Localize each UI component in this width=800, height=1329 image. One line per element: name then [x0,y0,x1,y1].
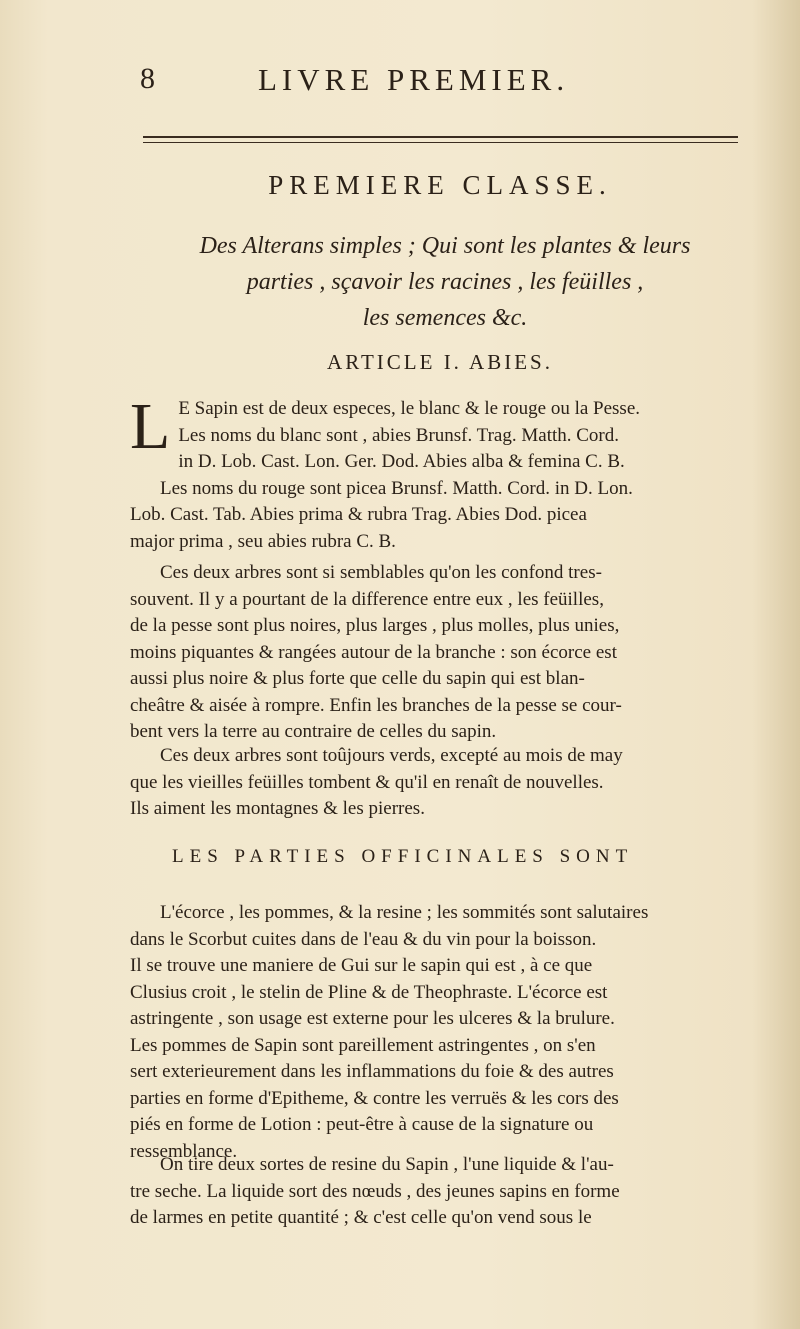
paragraph-difference [130,560,765,746]
text-line: Clusius croit , le stelin de Pline & de Theophraste. L'écorce est [130,981,608,1003]
text-line: On tire deux sortes de resine du Sapin , l'une liquide & l'au- [160,1154,614,1175]
article-heading: ARTICLE I. ABIES. [327,350,553,374]
text-line: Ils aiment les montagnes & les pierres. [130,798,425,819]
text-line: parties en forme d'Epitheme, & contre les verruës & les cors des [130,1087,619,1109]
subtitle-line: Des Alterans simples ; Qui sont les plantes & leurs [199,233,691,259]
text-line: de larmes en petite quantité ; & c'est celle qu'on vend sous le [130,1207,592,1228]
text-line: Les noms du blanc sont , abies Brunsf. Trag. Matth. Cord. [178,424,620,446]
text-line: E Sapin est de deux especes, le blanc & le rouge ou la Pesse. [178,398,640,419]
text-line: Lob. Cast. Tab. Abies prima & rubra Trag. Abies Dod. picea [130,504,587,525]
text-line: ressemblance. [130,1140,238,1162]
text-line: major prima , seu abies rubra C. B. [130,530,396,552]
text-line: Les pommes de Sapin sont pareillement astringentes , on s'en [130,1034,596,1056]
text-line: cheâtre & aisée à rompre. Enfin les branches de la pesse se cour- [130,694,622,716]
page-number: 8 [140,62,155,95]
class-title: PREMIERE CLASSE. [268,170,612,200]
text-line: souvent. Il y a pourtant de la difference entre eux , les feüilles, [130,588,604,610]
class-subtitle [125,228,765,336]
paragraph-names [130,390,765,555]
paragraph-officinal [130,900,765,1165]
text-line: sert exterieurement dans les inflammations du foie & des autres [130,1061,614,1082]
text-line: bent vers la terre au contraire de celles du sapin. [130,721,497,742]
text-line: dans le Scorbut cuites dans de l'eau & du vin pour la boisson. [130,928,597,950]
text-line: Ces deux arbres sont si semblables qu'on les confond tres- [160,562,602,583]
text-line: moins piquantes & rangées autour de la branche : son écorce est [130,641,617,663]
running-head: LIVRE PREMIER. [258,62,570,97]
paragraph-resin [130,1152,765,1232]
text-line: aussi plus noire & plus forte que celle du sapin qui est blan- [130,668,585,689]
text-line: piés en forme de Lotion : peut-être à cause de la signature ou [130,1114,594,1135]
section-heading: LES PARTIES OFFICINALES SONT [172,846,634,867]
text-line: que les vieilles feüilles tombent & qu'il en renaît de nouvelles. [130,771,604,793]
drop-cap: L [130,390,171,463]
subtitle-line: les semences &c. [362,305,528,331]
text-line: tre seche. La liquide sort des nœuds , des jeunes sapins en forme [130,1180,620,1202]
text-line: in D. Lob. Cast. Lon. Ger. Dod. Abies alba & femina C. B. [178,451,625,472]
text-line: Il se trouve une maniere de Gui sur le sapin qui est , à ce que [130,955,593,976]
text-line: de la pesse sont plus noires, plus larges , plus molles, plus unies, [130,615,620,636]
paragraph-evergreen [130,743,765,823]
text-line: Les noms du rouge sont picea Brunsf. Matth. Cord. in D. Lon. [160,477,633,499]
header-rule [143,136,738,138]
subtitle-line: parties , sçavoir les racines , les feüilles , [246,269,644,295]
text-line: L'écorce , les pommes, & la resine ; les sommités sont salutaires [160,902,649,923]
text-line: astringente , son usage est externe pour les ulceres & la brulure. [130,1008,615,1029]
text-line: Ces deux arbres sont toûjours verds, excepté au mois de may [160,745,623,766]
